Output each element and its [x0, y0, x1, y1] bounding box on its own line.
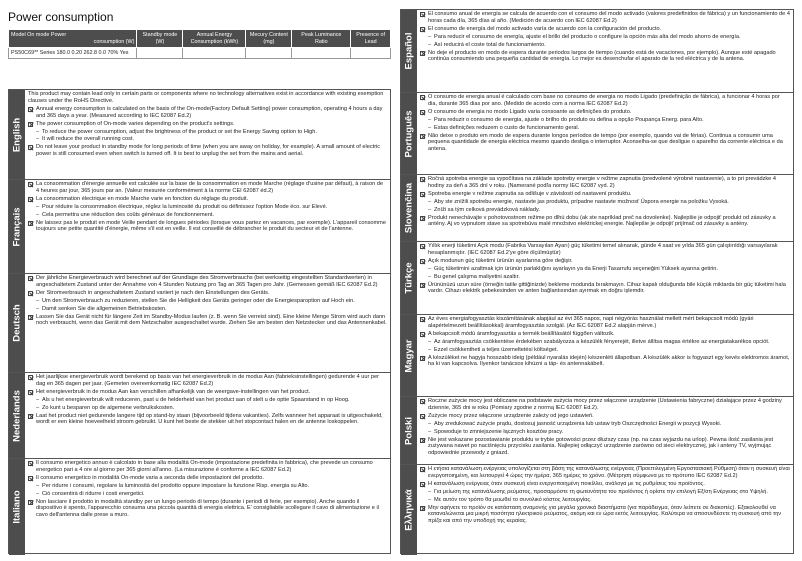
- paragraph: [28, 121, 387, 128]
- note-icon: [420, 134, 425, 139]
- language-tab: [401, 242, 417, 314]
- note-icon: [420, 438, 425, 443]
- table-header-peak-luminance: Peak Luminance Ratio: [292, 30, 351, 48]
- sub-bullet: [420, 347, 790, 354]
- paragraph-text: Aby zredukować zużycie prądu, dostosuj jasność urządzenia lub ustaw tryb Oszczędności Energii w pozycji Wysoki.: [434, 420, 722, 427]
- paragraph: [420, 176, 790, 190]
- paragraph: [420, 398, 790, 412]
- note-icon: [28, 291, 33, 296]
- paragraph-text: Damit senken Sie die allgemeinen Betriebskosten.: [42, 305, 167, 312]
- language-section-lang: [401, 465, 793, 555]
- language-section-nederlands: [9, 373, 390, 459]
- note-icon: [420, 399, 425, 404]
- note-icon: [28, 122, 33, 127]
- note-icon: [28, 276, 33, 281]
- language-tab: [401, 93, 417, 174]
- paragraph-text: Per ridurre i consumi, regolare la luminosità del prodotto oppure impostare la funzione Risp. energia su Alto.: [42, 482, 310, 489]
- paragraph-text: Yıllık enerji tüketimi Açık modu (Fabrika Varsayılan Ayarı) güç tüketimi temel alınarak, günde 4 saat ve yılda 365 gün çalıştırıldığı varsayılarak hesaplanmıştır. (IEC 62087 Ed.2'ye göre ölçülmüştür): [428, 243, 778, 256]
- paragraph: [28, 91, 387, 105]
- language-section-italiano: [9, 459, 390, 555]
- paragraph-text: To reduce the power consumption, adjust the brightness of the product or set the Energy Saving option to High.: [42, 128, 317, 135]
- language-tab: [9, 459, 25, 555]
- language-body: [417, 242, 793, 314]
- table-header-annual-energy: Annual Energy Consumption (kWh): [183, 30, 246, 48]
- paragraph-text: Der jährliche Energieverbrauch wird berechnet auf der Grundlage des Stromverbrauchs (bei werkseitig eingestellten Standardwerten) in angeschaltetem Zustand unter der Annahme von 4 Stunden Nutzung pro Tag an 365 Tagen pro Jahr. (Gemessen gemäß IEC 62087 Ed.2): [36, 275, 378, 288]
- paragraph-text: El consumo de energía del modo activado varía de acuerdo con la configuración del producto.: [428, 25, 662, 32]
- language-section-espanol: [401, 10, 793, 93]
- paragraph-text: Il consumo energetico in modalità On-mode varia a seconda delle impostazioni del prodotto.: [36, 474, 264, 481]
- paragraph-text: La consommation d'énergie annuelle est calculée sur la base de la consommation en mode Marche (réglage d'usine par défaut), à raison de 4 heures par jour, 365 jours par an. (Valeur mesurée conformément à la norme CEI 62087 éd.2): [36, 181, 383, 194]
- language-body: [417, 93, 793, 174]
- sub-bullet: [28, 405, 387, 412]
- paragraph-text: El consumo anual de energía se calcula de acuerdo con el consumo del modo activado (valores predefinidos de fábrica) y un funcionamiento de 4 horas cada día, 365 días al año. (Medición de acuerdo con IEC 62087 Ed.2): [428, 11, 790, 24]
- paragraph-text: Así reducirá el coste total de funcionamiento.: [434, 41, 546, 48]
- paragraph: [420, 215, 790, 229]
- paragraph-text: Açık modunun güç tüketimi ürünün ayarlarına göre değişir.: [428, 257, 573, 264]
- paragraph: [420, 331, 790, 338]
- language-tab: [401, 315, 417, 396]
- language-tab: [401, 465, 417, 555]
- paragraph: [420, 109, 790, 116]
- paragraph: [420, 316, 790, 330]
- note-icon: [420, 317, 425, 322]
- sub-bullet: [28, 298, 387, 305]
- language-tab: [401, 397, 417, 464]
- sub-bullet: [420, 207, 790, 214]
- paragraph-text: Nie jest wskazane pozostawianie produktu w trybie gotowości przez dłuższy czas (np. na czas wyjazdu na urlop). Pewna ilość zasilania jest zużywana nawet po naciśnięciu przycisku zasilania. Najlepiej odłączyć urządzenie zarówno od sieci elektrycznej, jak i anteny TV, wyjmując odpowiednie przewody z gniazd.: [428, 436, 774, 457]
- note-icon: [28, 107, 33, 112]
- language-tab: [9, 90, 25, 179]
- table-header-mercury: Mecury Content (mg): [246, 30, 292, 48]
- paragraph-text: La consommation électrique en mode Marche varie en fonction du réglage du produit.: [36, 195, 249, 202]
- paragraph: [28, 144, 387, 158]
- language-section-magyar: [401, 315, 793, 397]
- sub-bullet: [420, 497, 790, 504]
- language-section-portugues: [401, 93, 793, 175]
- note-icon: [420, 216, 425, 221]
- paragraph-text: Az éves energiafogyasztás kiszámításának alapjául az évi 365 napos, napi négyórás használat mellett mért bekapcsolt módú (gyári alapértelmezett beállításokkal) áramfogyasztás szolgál. (Az IEC 62087 Ed.2 alapján mérve.): [428, 316, 754, 329]
- table-cell-model: PS50C69** Series 180.0 0.20 262.8 0.0 70% Yes: [9, 48, 137, 59]
- paragraph: [420, 11, 790, 25]
- paragraph-text: Het jaarlijkse energieverbruik wordt berekend op basis van het energieverbruik in de modus Aan (fabrieksinstellingen) gedurende 4 uur per dag en 365 dagen per jaar. (Gemeten overeenkomstig IEC 62087 Ed.2): [36, 374, 379, 387]
- table-row: [9, 48, 391, 59]
- paragraph: [28, 106, 387, 120]
- sub-bullet: [420, 34, 790, 41]
- sub-bullet: [28, 483, 387, 490]
- note-icon: [420, 177, 425, 182]
- paragraph-text: Laat het product niet gedurende langere tijd op stand-by staan (bijvoorbeeld tijdens vakanties). Zelfs wanneer het apparaat is uitgeschakeld, wordt er een kleine hoeveelheid stroom gebruikt. U kunt het beste de stekker uit het stopcontact halen en de antenne loskoppelen.: [36, 412, 383, 426]
- language-tab: [9, 373, 25, 458]
- paragraph-text: Με αυτόν τον τρόπο θα μειωθεί το συνολικό κόστος λειτουργίας.: [434, 496, 592, 503]
- language-section-english: [9, 90, 390, 180]
- paragraph-text: Ciò consentirà di ridurre i costi energetici.: [42, 490, 145, 497]
- paragraph: [28, 220, 387, 234]
- paragraph: [420, 94, 790, 108]
- paragraph: [420, 133, 790, 154]
- paragraph: [420, 481, 790, 488]
- language-body: [25, 274, 390, 372]
- sub-bullet: [28, 212, 387, 219]
- language-label: Ελληνικά: [403, 489, 415, 531]
- note-icon: [420, 12, 425, 17]
- language-section-francais: [9, 180, 390, 274]
- table-cell: [292, 48, 351, 59]
- sub-bullet: [28, 136, 387, 143]
- right-language-column: [400, 9, 794, 554]
- paragraph-text: Lassen Sie das Gerät nicht für längere Zeit im Standby-Modus laufen (z. B. wenn Sie verreist sind). Eine kleine Menge Strom wird auch dann noch verbraucht, wenn das Gerät mit dem Netzschalter ausgeschaltet wurde. Ziehen Sie am besten den Netzstecker und das Antennenkabel.: [36, 313, 387, 327]
- paragraph-text: Annual energy consumption is calculated on the basis of the On-mode(Factory Default Setting) power consumption, operating 4 hours a day and 365 days a year. (Measured according to IEC 62087 Ed.2): [36, 105, 383, 119]
- paragraph-text: Estas definições reduzem o custo de funcionamento geral.: [434, 124, 580, 131]
- note-icon: [28, 197, 33, 202]
- paragraph-text: Ne laissez pas le produit en mode Veille pendant de longues périodes (lorsque vous partez en vacances, par exemple). L'appareil consomme toujours une petite quantité d'énergie, même s'il est en veille. Il est conseillé de débrancher le produit du secteur et de l'antenne.: [36, 219, 386, 233]
- language-section-slovencina: [401, 175, 793, 242]
- note-icon: [420, 110, 425, 115]
- sub-bullet: [420, 274, 790, 281]
- paragraph-text: Non lasciare il prodotto in modalità standby per un lungo periodo di tempo (durante i periodi di ferie, per esempio). Anche quando il dispositivo è spento, l'apparecchio consuma una piccola quantità di energia elettrica. E' consigliabile scollegare il cavo di alimentazione e il cavo dell'antenna dalle prese a muro.: [36, 498, 379, 519]
- paragraph-text: A készüléket ne hagyja hosszabb ideig (például nyaralás idején) készenléti állapotban. A készülék akkor is fogyaszt egy kevés elektromos áramot, ha ki van kapcsolva. Ilyenkor tanácsos kihúzni a táp- és antennakábelt.: [428, 354, 790, 368]
- note-icon: [420, 506, 425, 511]
- note-icon: [28, 182, 33, 187]
- note-icon: [420, 467, 425, 472]
- note-icon: [420, 27, 425, 32]
- paragraph-text: The power consumption of On-mode varies depending on the product's settings.: [36, 120, 235, 127]
- paragraph-text: Pour réduire la consommation électrique, réglez la luminosité du produit ou définissez l'option Mode éco. sur Elevé.: [42, 203, 328, 210]
- paragraph-text: O consumo de energia anual é calculado com base no consumo de energia no modo Ligado (predefinição de fábrica), a funcionar 4 horas por dia, durante 365 dias por ano. (Medido de acordo com a norma IEC 62087 Ed.2): [428, 94, 780, 107]
- paragraph: [420, 191, 790, 198]
- language-tab: [9, 274, 25, 372]
- table-cell: [246, 48, 292, 59]
- paragraph-text: This product may contain lead only in certain parts or components where no technology alternatives exist in accordance with existing exemption clauses under the RoHS Directive.: [28, 91, 384, 104]
- paragraph-text: Roczne zużycie mocy jest obliczane na podstawie zużycia mocy przez włączone urządzenie (Ustawienia fabryczne) działające przez 4 godziny dziennie, 365 dni w roku (Pomiary zgodne z normą IEC 62087 Ed.2).: [428, 398, 782, 411]
- sub-bullet: [28, 306, 387, 313]
- language-label: Italiano: [11, 490, 23, 524]
- language-label: Türkçe: [403, 262, 415, 294]
- paragraph-text: Για μείωση της κατανάλωσης ρεύματος, προσαρμόστε τη φωτεινότητα του προϊόντος ή ορίστε την επιλογή Εξ/ση Ενέργειας στο Υψηλή.: [434, 488, 768, 495]
- paragraph: [28, 181, 387, 195]
- note-icon: [28, 221, 33, 226]
- paragraph: [420, 50, 790, 64]
- paragraph: [28, 460, 387, 474]
- sub-bullet: [28, 204, 387, 211]
- sub-bullet: [420, 199, 790, 206]
- note-icon: [420, 356, 425, 361]
- paragraph-text: Para reduzir o consumo de energia, ajuste o brilho do produto ou defina a opção Poupança Energ. para Alto.: [434, 116, 704, 123]
- table-cell: [351, 48, 391, 59]
- paragraph: [28, 196, 387, 203]
- paragraph-text: Der Stromverbrauch in angeschaltetem Zustand variiert je nach den Einstellungen des Geräts.: [36, 289, 270, 296]
- table-cell: [137, 48, 183, 59]
- paragraph: [28, 413, 387, 427]
- paragraph: [28, 499, 387, 520]
- paragraph-text: Zużycie mocy przez włączone urządzenie zależy od jego ustawień.: [428, 412, 594, 419]
- note-icon: [420, 51, 425, 56]
- paragraph: [420, 26, 790, 33]
- paragraph: [420, 505, 790, 526]
- note-icon: [28, 315, 33, 320]
- paragraph-text: Il consumo energetico annuo è calcolato in base alla modalità On-mode (impostazione predefinita in fabbrica), che prevede un consumo energetico pari a 4 ore al giorno per 365 giorni all'anno. (La misurazione è conforme a IEC 62087 Ed.2): [36, 460, 373, 473]
- paragraph-text: It will reduce the overall running cost.: [42, 136, 135, 143]
- note-icon: [28, 414, 33, 419]
- sub-bullet: [420, 117, 790, 124]
- paragraph-text: Ezzel csökkentheti a teljes üzemeltetési költséget.: [434, 346, 559, 353]
- paragraph: [28, 389, 387, 396]
- paragraph: [28, 290, 387, 297]
- language-body: [25, 373, 390, 458]
- table-header-lead: Presence of Lead: [351, 30, 391, 48]
- language-body: [417, 397, 793, 464]
- sub-bullet: [28, 129, 387, 136]
- power-spec-table: [8, 29, 391, 59]
- language-body: [417, 10, 793, 92]
- left-language-column: [8, 89, 391, 554]
- sub-bullet: [420, 266, 790, 273]
- language-body: [417, 315, 793, 396]
- paragraph-text: No deje el producto en modo de espera durante periodos largos de tiempo (cuando está de vacaciones, por ejemplo). Aunque esté apagado continúa consumiendo una pequeña cantidad de energía. Lo mejor es desenchufar el aparato de la red eléctrica y de la antena.: [428, 49, 776, 63]
- language-body: [417, 465, 793, 555]
- paragraph-text: Do not leave your product in standby mode for long periods of time (when you are away on holiday, for example). A small amount of electric power is still consumed even when switch is turned off. It is best to unplug the set from the mains and aerial.: [36, 144, 381, 158]
- paragraph-text: Ürününüzü uzun süre (örneğin tatile gittiğinizde) bekleme modunda bırakmayın. Cihaz kapalı olduğunda bile küçük miktarda bir güç tüketimi hala vardır. Cihazı elektrik şebekesinden ve anten bağlantısından ayırmak en doğru işlemdir.: [428, 281, 786, 295]
- paragraph-text: Para reducir el consumo de energía, ajuste el brillo del producto o configure la opción más alta del modo ahorro de energía.: [434, 33, 741, 40]
- language-label: Polski: [403, 416, 415, 445]
- paragraph-text: Η κατανάλωση ενέργειας όταν συσκευή είναι ενεργοποιημένη ποικίλλει, ανάλογα με τις ρυθμίσεις του προϊόντος.: [428, 480, 705, 487]
- paragraph-text: Cela permettra une réduction des coûts généraux de fonctionnement.: [42, 211, 214, 218]
- paragraph: [420, 413, 790, 420]
- language-label: Español: [403, 32, 415, 70]
- paragraph-text: O consumo de energia no modo Ligado varia consoante as definições do produto.: [428, 108, 632, 115]
- language-section-polski: [401, 397, 793, 465]
- note-icon: [420, 244, 425, 249]
- table-header-standby: Standby mode (W): [137, 30, 183, 48]
- note-icon: [420, 414, 425, 419]
- sub-bullet: [420, 42, 790, 49]
- paragraph-text: Produkt nenechávajte v pohotovostnom režime po dlhú dobu (ak ste napríklad preč na dovolenke). Najlepšie je odpojiť produkt od zásuvky a antény. Aj vo vypnutom stave sa spotrebúva malé množstvo elektrickej energie. Najlepšie je odpojiť prijímač od zásuvky a antény.: [428, 214, 776, 228]
- language-label: Português: [403, 110, 415, 157]
- paragraph: [420, 243, 790, 257]
- note-icon: [28, 476, 33, 481]
- paragraph-text: Güç tüketimini azaltmak için ürünün parlaklığını ayarlayın ya da Enerji Tasarrufu seçeneğini Yüksek ayarına getirin.: [434, 265, 718, 272]
- language-tab: [9, 180, 25, 273]
- sub-bullet: [420, 429, 790, 436]
- table-cell: [183, 48, 246, 59]
- sub-bullet: [420, 339, 790, 346]
- paragraph-text: Μην αφήνετε το προϊόν σε κατάσταση αναμονής για μεγάλα χρονικά διαστήματα (για παράδειγμα, όταν λείπετε σε διακοπές). Εξακολουθεί να καταναλώνεται μια μικρή ποσότητα ηλεκτρικού ρεύματος, ακόμη και εν ώρα εκτός λειτουργίας. Καλύτερα να αποσυνδέσετε τη συσκευή από την πρίζα και από την υποδοχή της κεραίας.: [428, 504, 782, 525]
- language-tab: [401, 175, 417, 241]
- language-tab: [401, 10, 417, 92]
- note-icon: [28, 461, 33, 466]
- sub-bullet: [420, 125, 790, 132]
- language-label: Magyar: [403, 338, 415, 373]
- language-section-deutsch: [9, 274, 390, 373]
- language-label: Slovenčina: [403, 182, 415, 234]
- sub-bullet: [28, 397, 387, 404]
- paragraph-text: Zníži sa tým celková prevádzková náklady.: [434, 206, 540, 213]
- sub-bullet: [28, 491, 387, 498]
- paragraph-text: Ročná spotreba energie sa vypočítava na základe spotreby energie v režime zapnutia (predvolené výrobné nastavenie), a to pri prevádzke 4 hodiny za deň a 365 dní v roku. (Namerané podľa normy IEC 62087 vyd. 2): [428, 176, 776, 189]
- note-icon: [28, 390, 33, 395]
- language-section-turkce: [401, 242, 793, 315]
- paragraph-text: Het energieverbruik in de modus Aan kan verschillen afhankelijk van de weergave-instellingen van het product.: [36, 388, 311, 395]
- paragraph-text: Η ετήσια κατανάλωση ενέργειας υπολογίζεται στη βάση της κατανάλωσης ενέργειας (Προεπιλεγμένη Εργοστασιακή Ρύθμιση) όταν η συσκευή είναι ενεργοποιημένη, και λειτουργεί 4 ώρες την ημέρα, 365 ημέρες το χρόνο. (Μέτρηση σύμφωνα με το πρότυπο IEC 62087 Ed.2): [428, 466, 790, 479]
- paragraph: [420, 258, 790, 265]
- language-label: Deutsch: [11, 304, 23, 342]
- sub-bullet: [420, 421, 790, 428]
- note-icon: [420, 482, 425, 487]
- paragraph-text: Zo kunt u besparen op de algemene verbruikskosten.: [42, 404, 175, 411]
- paragraph-text: A bekapcsolt módú áramfogyasztás a termék beállításától függően változik.: [428, 330, 615, 337]
- table-header-model: Model On mode Power consumption (W): [9, 30, 137, 48]
- paragraph: [420, 437, 790, 458]
- note-icon: [420, 283, 425, 288]
- note-icon: [28, 500, 33, 505]
- paragraph-text: Bu genel çalışma maliyetini azaltır.: [434, 273, 520, 280]
- paragraph: [28, 314, 387, 328]
- paragraph: [420, 355, 790, 369]
- paragraph: [28, 374, 387, 388]
- note-icon: [420, 259, 425, 264]
- language-body: [25, 90, 390, 179]
- language-label: Français: [11, 206, 23, 247]
- note-icon: [420, 332, 425, 337]
- note-icon: [28, 375, 33, 380]
- paragraph: [420, 282, 790, 296]
- language-body: [25, 180, 390, 273]
- paragraph: [28, 475, 387, 482]
- language-label: Nederlands: [11, 389, 23, 442]
- paragraph-text: Aby ste znížili spotrebu energie, nastavte jas produktu, prípadne nastavte možnosť Úspora energie na položku Vysoká.: [434, 198, 729, 205]
- paragraph-text: Als u het energieverbruik wilt reduceren, past u de helderheid van het product aan of stelt u de optie Spaarstand in op Hoog.: [42, 396, 350, 403]
- paragraph: [28, 275, 387, 289]
- language-label: English: [11, 117, 23, 152]
- page-title: Power consumption: [8, 10, 114, 24]
- language-body: [417, 175, 793, 241]
- sub-bullet: [420, 489, 790, 496]
- note-icon: [420, 95, 425, 100]
- note-icon: [28, 145, 33, 150]
- paragraph-text: Spotreba energie v režime zapnutia sa odlišuje v závislosti od nastavení produktu.: [428, 190, 632, 197]
- paragraph-text: Az áramfogyasztás csökkentése érdekében szabályozza a készülék fényerejét, illetve állítsa magas értékre az energiatakarékos opciót.: [434, 338, 770, 345]
- paragraph-text: Spowoduje to zmniejszenie łącznych kosztów pracy.: [434, 428, 564, 435]
- language-body: [25, 459, 390, 555]
- paragraph: [420, 466, 790, 480]
- note-icon: [420, 192, 425, 197]
- paragraph-text: Não deixe o produto em modo de espera durante longos períodos de tempo (por exemplo, quando vai de férias). Continua a consumir uma pequena quantidade de energia eléctrica mesmo quando desliga o interruptor. Aconselha-se que desligue o aparelho da corrente eléctrica e da antena.: [428, 132, 783, 153]
- paragraph-text: Um den Stromverbrauch zu reduzieren, stellen Sie die Helligkeit des Geräts geringer oder die Energiesparoption auf Hoch ein.: [42, 297, 355, 304]
